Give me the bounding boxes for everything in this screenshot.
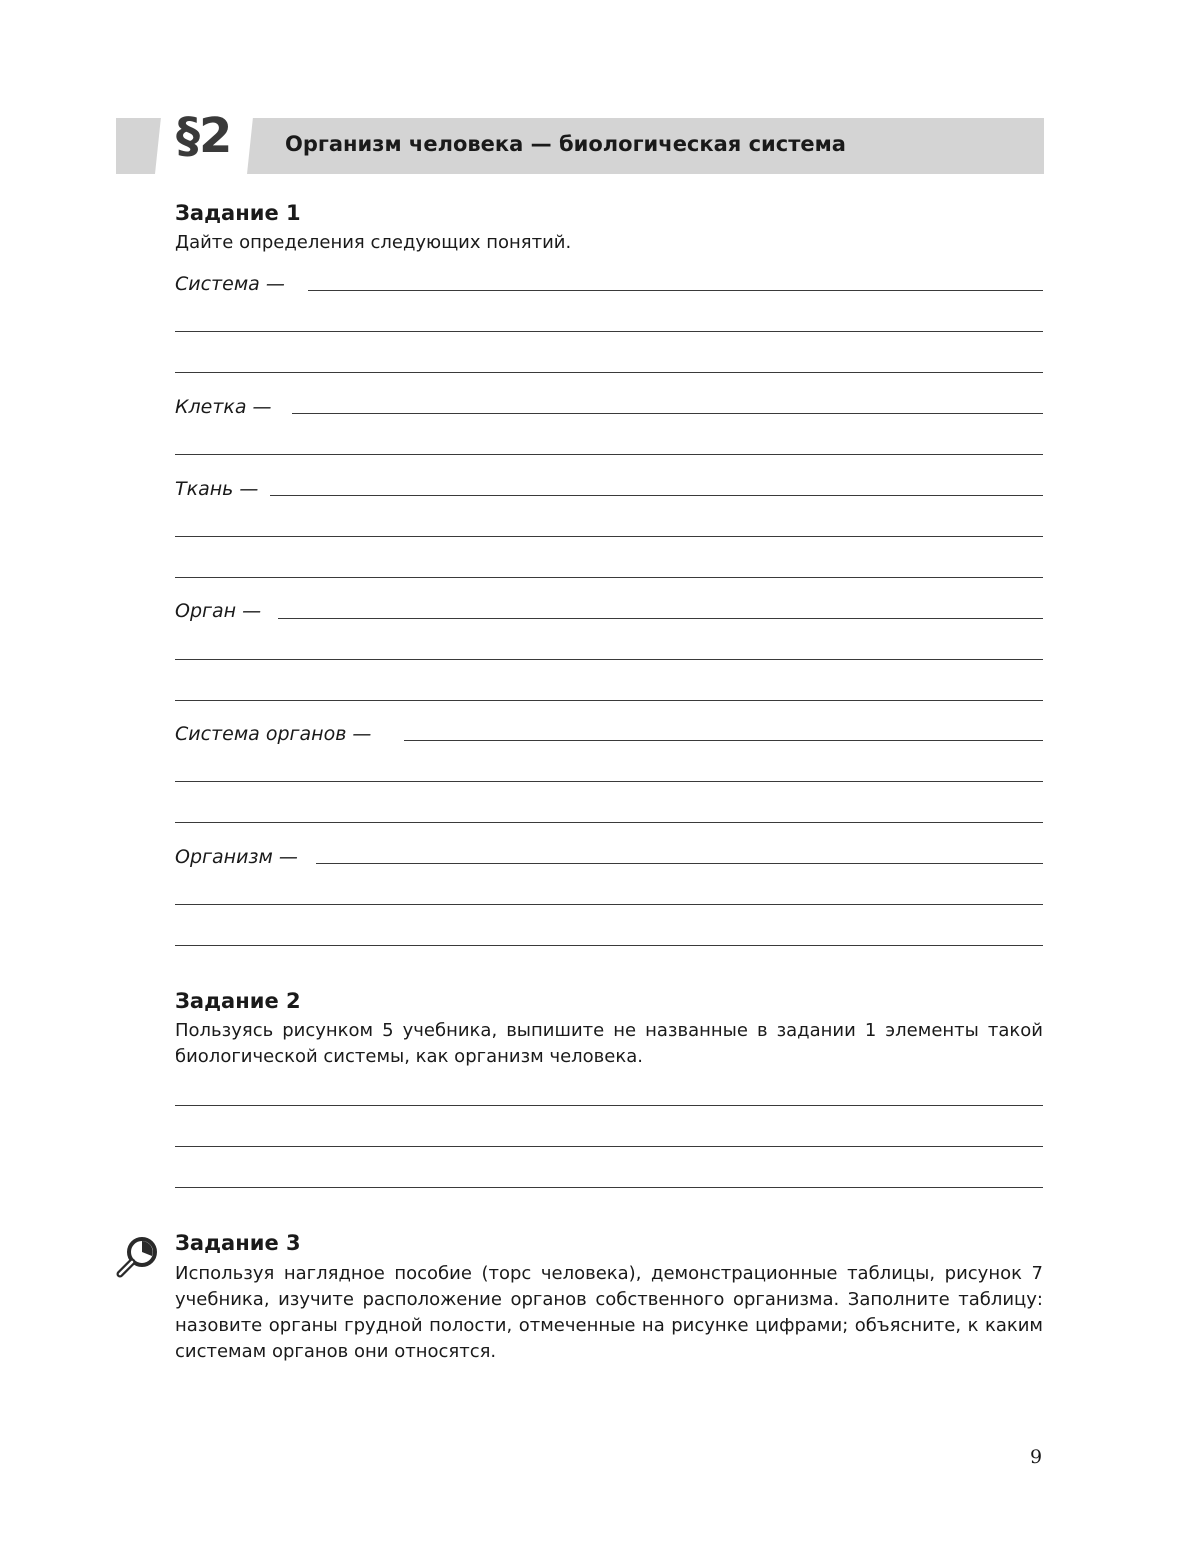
- answer-line[interactable]: [175, 331, 1043, 332]
- answer-line[interactable]: [175, 904, 1043, 905]
- answer-line[interactable]: [316, 863, 1043, 864]
- answer-line[interactable]: [175, 1187, 1043, 1188]
- page-number: 9: [1030, 1446, 1043, 1468]
- answer-line[interactable]: [175, 536, 1043, 537]
- magnifier-icon: [114, 1232, 162, 1280]
- answer-line[interactable]: [175, 945, 1043, 946]
- answer-line[interactable]: [175, 700, 1043, 701]
- answer-line[interactable]: [175, 659, 1043, 660]
- answer-line[interactable]: [175, 1146, 1043, 1147]
- answer-line[interactable]: [278, 618, 1043, 619]
- answer-line[interactable]: [175, 577, 1043, 578]
- task3-title: Задание 3: [175, 1231, 301, 1255]
- answer-line[interactable]: [175, 822, 1043, 823]
- answer-line[interactable]: [270, 495, 1043, 496]
- task2-title: Задание 2: [175, 989, 301, 1013]
- task2-text: Пользуясь рисунком 5 учебника, выпишите не названные в задании 1 элементы такой биологической системы, как организм человека.: [175, 1020, 1043, 1067]
- section-title: Организм человека — биологическая система: [285, 132, 846, 156]
- term-organ: Орган —: [175, 597, 269, 625]
- term-cell: Клетка —: [175, 393, 280, 421]
- task1-title: Задание 1: [175, 201, 301, 225]
- term-organ-system: Система органов —: [175, 720, 379, 748]
- answer-line[interactable]: [175, 454, 1043, 455]
- answer-line[interactable]: [404, 740, 1043, 741]
- task3-text: Используя наглядное пособие (торс человека), демонстрационные таблицы, рисунок 7 учебника, изучите расположение органов собственного организма. Заполните таблицу: назовите органы грудной полости, отмеченные на рисунке цифрами; объясните, к каким системам органов они относятся.: [175, 1263, 1043, 1362]
- section-number: §2: [176, 108, 232, 164]
- answer-line[interactable]: [175, 372, 1043, 373]
- term-system: Система —: [175, 270, 293, 298]
- answer-line[interactable]: [308, 290, 1043, 291]
- task1-instruction: Дайте определения следующих понятий.: [175, 232, 572, 253]
- answer-line[interactable]: [175, 781, 1043, 782]
- term-tissue: Ткань —: [175, 475, 266, 503]
- answer-line[interactable]: [292, 413, 1043, 414]
- answer-line[interactable]: [175, 1105, 1043, 1106]
- term-organism: Организм —: [175, 843, 306, 871]
